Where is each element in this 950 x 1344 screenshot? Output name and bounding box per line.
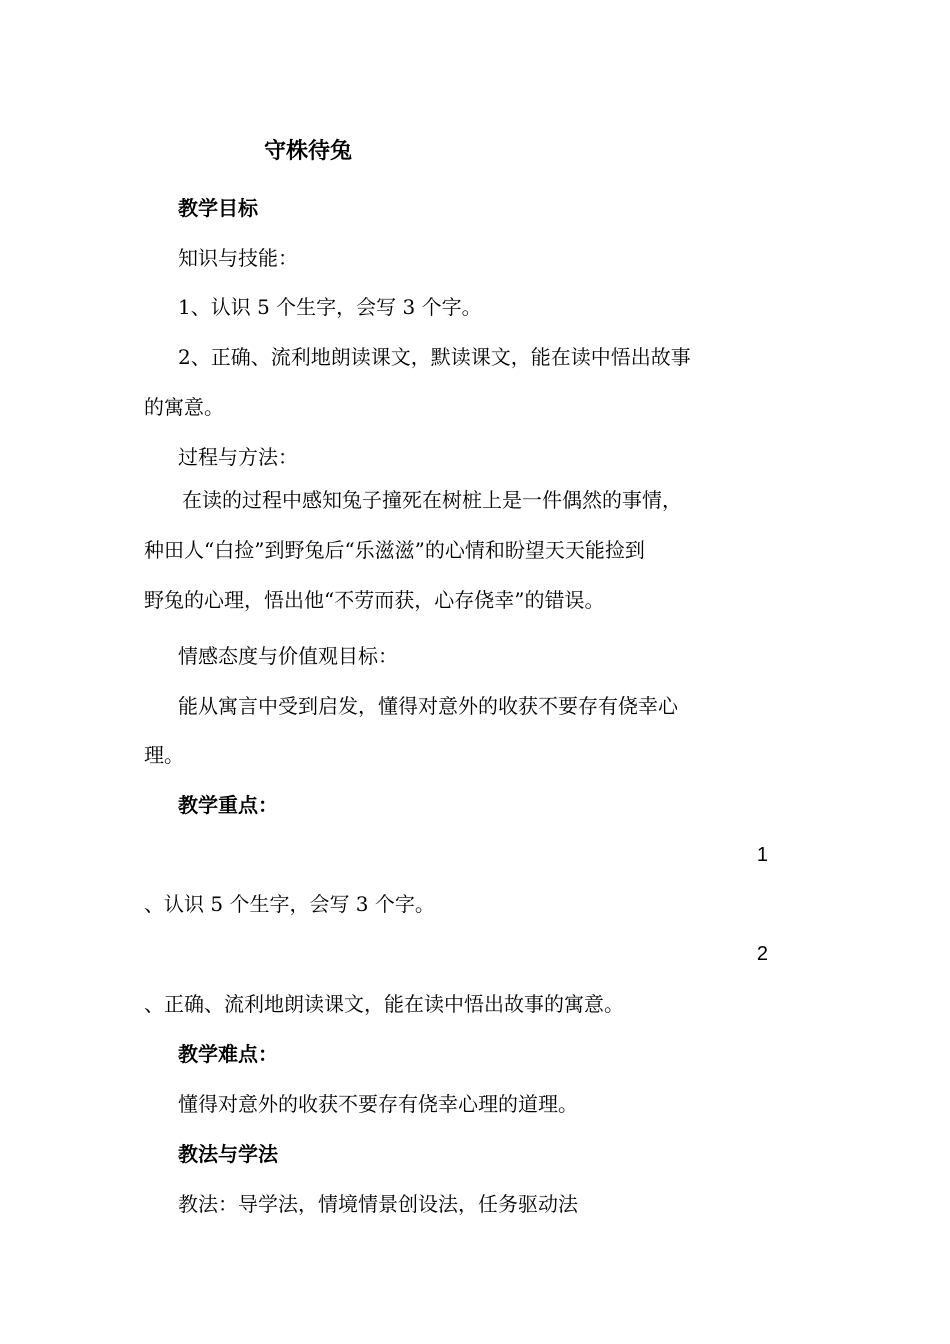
key-item-1-text: 、认识 5 个生字，会写 3 个字。 xyxy=(144,892,435,916)
process-line-1: 在读的过程中感知兔子撞死在树桩上是一件偶然的事情， xyxy=(182,488,682,512)
goal-item-1: 1、认识 5 个生字，会写 3 个字。 xyxy=(178,295,482,319)
difficulty-text: 懂得对意外的收获不要存有侥幸心理的道理。 xyxy=(178,1092,578,1116)
heading-difficulty: 教学难点： xyxy=(178,1042,278,1066)
label-knowledge-skills: 知识与技能： xyxy=(178,246,298,270)
goal-item-2-line-1: 2、正确、流利地朗读课文，默读课文，能在读中悟出故事 xyxy=(178,345,691,369)
emotion-line-1: 能从寓言中受到启发，懂得对意外的收获不要存有侥幸心 xyxy=(178,694,678,718)
process-line-2: 种田人“白捡”到野兔后“乐滋滋”的心情和盼望天天能捡到 xyxy=(144,538,645,562)
key-item-2-text: 、正确、流利地朗读课文，能在读中悟出故事的寓意。 xyxy=(144,992,624,1016)
method-text: 教法：导学法，情境情景创设法，任务驱动法 xyxy=(178,1192,578,1216)
key-item-2-number: 2 xyxy=(756,943,768,965)
label-emotion-values: 情感态度与价值观目标： xyxy=(178,644,398,668)
label-process-method: 过程与方法： xyxy=(178,445,298,469)
key-item-1-number: 1 xyxy=(756,844,768,866)
goal-item-2-line-2: 的寓意。 xyxy=(144,395,224,419)
heading-key-points: 教学重点： xyxy=(178,793,278,817)
heading-teaching-goals: 教学目标 xyxy=(178,196,258,220)
process-line-3: 野兔的心理，悟出他“不劳而获，心存侥幸”的错误。 xyxy=(144,588,605,612)
emotion-line-2: 理。 xyxy=(144,743,184,767)
heading-methods: 教法与学法 xyxy=(178,1142,278,1166)
document-title: 守株待兔 xyxy=(264,139,353,164)
